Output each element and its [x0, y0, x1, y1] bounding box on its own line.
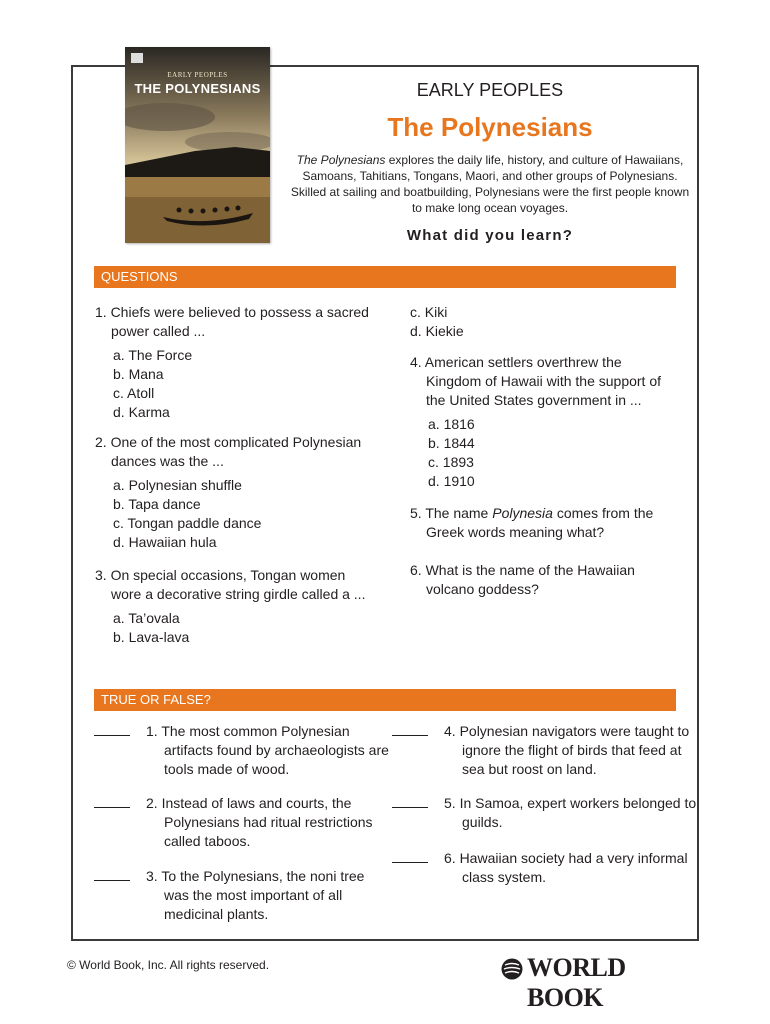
- question-4: [410, 353, 670, 491]
- answer-option: a. The Force: [113, 347, 193, 363]
- answer-option: d. Kiekie: [410, 323, 464, 339]
- question-stem: 2. One of the most complicated Polynesian dances was the ...: [95, 434, 362, 469]
- answer-option: d. 1910: [428, 473, 475, 489]
- intro-paragraph: [288, 152, 692, 216]
- learn-prompt: What did you learn?: [406, 227, 574, 244]
- question-3-continued: [410, 303, 670, 341]
- statement-text: 1. The most common Polynesian artifacts found by archaeologists are tools made of wood.: [146, 723, 389, 777]
- question-stem: 3. On special occasions, Tongan women wore a decorative string girdle called a ...: [95, 567, 366, 602]
- world-book-logo: [500, 953, 704, 1012]
- answer-blank[interactable]: [392, 722, 428, 736]
- question-3: [95, 566, 370, 647]
- stem-text: 5. The name: [410, 505, 493, 521]
- answer-option: a. 1816: [428, 416, 475, 432]
- answer-option: b. Lava-lava: [113, 629, 190, 645]
- question-6: [410, 561, 670, 599]
- globe-icon: [500, 957, 524, 981]
- answer-option: d. Karma: [113, 404, 170, 420]
- cover-title: THE POLYNESIANS: [134, 81, 261, 96]
- true-false-item-6: [392, 849, 688, 894]
- answer-blank[interactable]: [94, 867, 130, 881]
- statement-text: 3. To the Polynesians, the noni tree was the most important of all medicinal plants.: [146, 868, 365, 922]
- question-stem: 1. Chiefs were believed to possess a sacred power called ...: [95, 304, 369, 339]
- true-false-item-2: [94, 794, 374, 854]
- question-stem: 4. American settlers overthrew the Kingdom of Hawaii with the support of the United States government in ...: [410, 354, 662, 408]
- answer-option: b. Tapa dance: [113, 496, 201, 512]
- intro-book-title: The Polynesians: [296, 153, 386, 167]
- true-false-item-3: [94, 867, 374, 927]
- true-false-item-1: [94, 722, 389, 782]
- question-5: [410, 504, 670, 542]
- stem-italic-term: Polynesia: [492, 505, 553, 521]
- answer-blank[interactable]: [392, 794, 428, 808]
- answer-option: c. Tongan paddle dance: [113, 515, 262, 531]
- statement-text: 4. Polynesian navigators were taught to ignore the flight of birds that feed at sea but roost on land.: [444, 723, 690, 777]
- true-false-item-5: [392, 794, 697, 839]
- questions-heading: QUESTIONS: [94, 266, 676, 288]
- statement-text: 2. Instead of laws and courts, the Polynesians had ritual restrictions called taboos.: [146, 795, 373, 849]
- answer-option: c. 1893: [428, 454, 474, 470]
- answer-blank[interactable]: [94, 794, 130, 808]
- question-stem: 6. What is the name of the Hawaiian volcano goddess?: [410, 562, 635, 597]
- true-false-item-4: [392, 722, 690, 782]
- stem-text: comes from the Greek words meaning what?: [426, 505, 654, 540]
- question-stem: [410, 504, 670, 542]
- answer-option: b. 1844: [428, 435, 475, 451]
- copyright-notice: © World Book, Inc. All rights reserved.: [67, 958, 270, 972]
- book-cover-image: [125, 47, 270, 243]
- question-1: [95, 303, 370, 422]
- series-label: EARLY PEOPLES: [416, 80, 564, 100]
- page-title: The Polynesians: [387, 112, 593, 142]
- answer-blank[interactable]: [94, 722, 130, 736]
- statement-text: 6. Hawaiian society had a very informal class system.: [444, 850, 688, 885]
- answer-option: c. Atoll: [113, 385, 155, 401]
- question-2: [95, 433, 370, 552]
- cover-series-label: EARLY PEOPLES: [167, 71, 228, 79]
- answer-option: c. Kiki: [410, 304, 448, 320]
- answer-option: a. Polynesian shuffle: [113, 477, 242, 493]
- answer-option: d. Hawaiian hula: [113, 534, 217, 550]
- answer-option: b. Mana: [113, 366, 164, 382]
- statement-text: 5. In Samoa, expert workers belonged to guilds.: [444, 795, 697, 830]
- true-false-heading: TRUE OR FALSE?: [94, 689, 676, 711]
- intro-text: explores the daily life, history, and culture of Hawaiians, Samoans, Tahitians, Tongans, Maori, and other groups of Polynesians. Skilled at sailing and boatbuilding, Polynesians were the first people known to make long ocean voyages.: [290, 153, 690, 215]
- answer-option: a. Ta’ovala: [113, 610, 180, 626]
- logo-wordmark: WORLD BOOK: [527, 953, 626, 1012]
- answer-blank[interactable]: [392, 849, 428, 863]
